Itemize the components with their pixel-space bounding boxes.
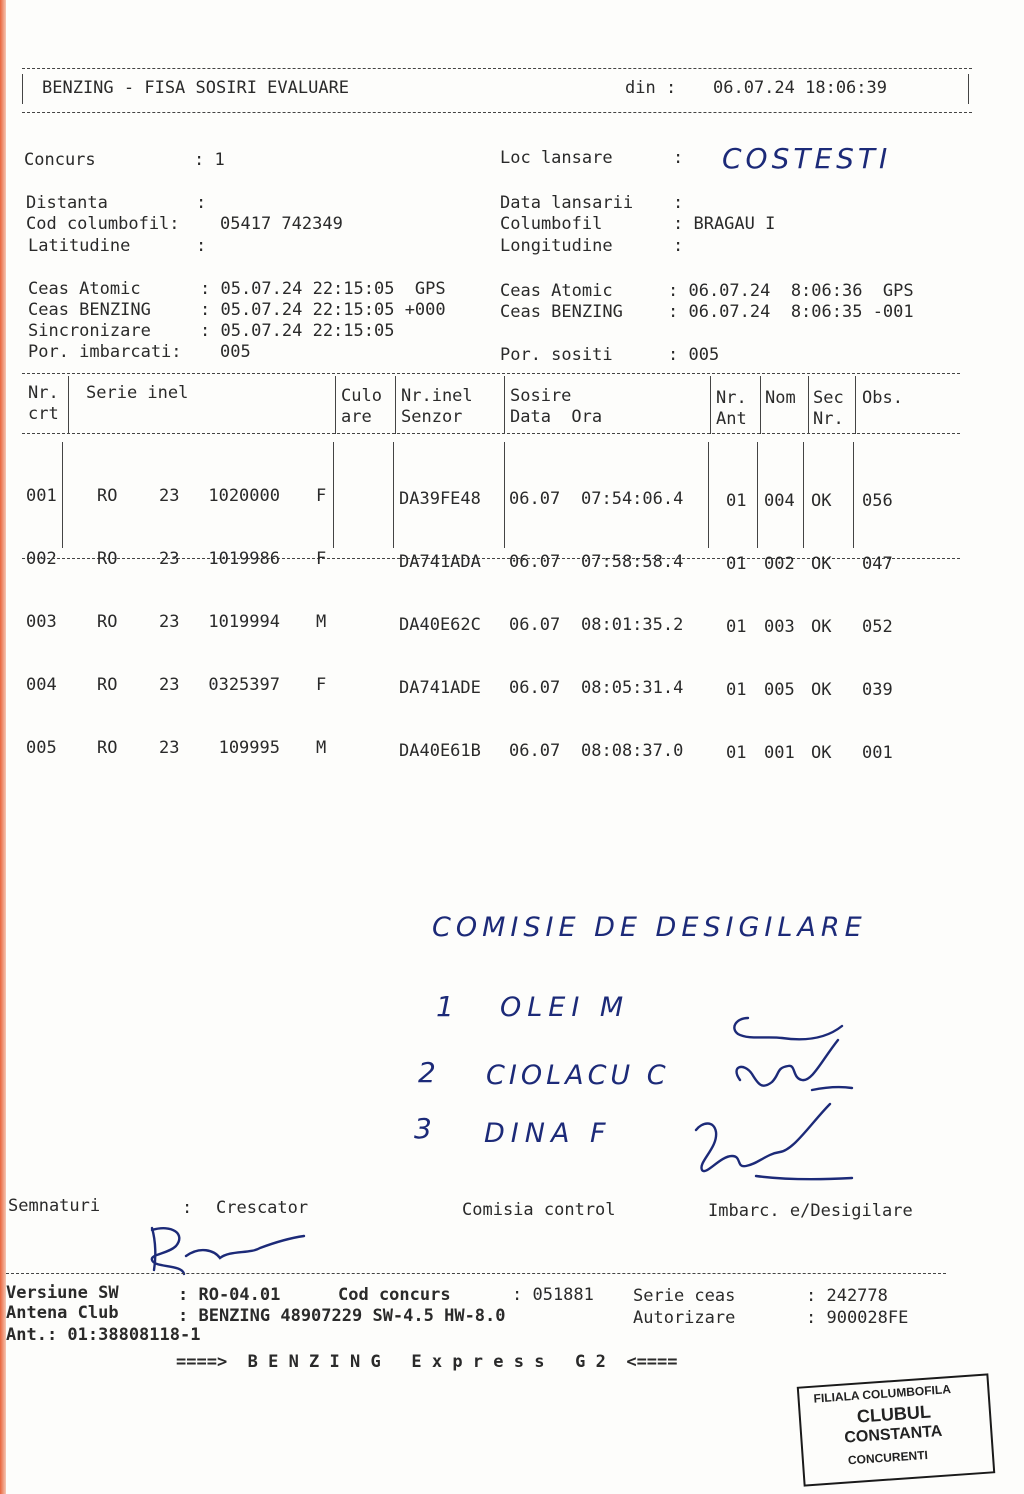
serie-ceas-value: : 242778 xyxy=(806,1286,888,1306)
cell-sec: OK xyxy=(811,743,832,763)
cell-ora: 07:54:06.4 xyxy=(581,489,684,509)
cell-ora: 08:08:37.0 xyxy=(581,741,684,761)
handwritten-commission-title: COMISIE DE DESIGILARE xyxy=(432,912,867,943)
semnaturi-label: Semnaturi xyxy=(8,1196,101,1216)
cell-sec: OK xyxy=(811,617,832,637)
handwritten-member-name: CIOLACU C xyxy=(486,1060,670,1091)
cell-data: 06.07 xyxy=(509,741,561,761)
cell-inel: 0325397 xyxy=(208,675,280,695)
th-nom: Nom xyxy=(765,388,796,408)
cell-an: 23 xyxy=(159,486,180,506)
porumbei-imbarcati-value: 005 xyxy=(220,342,251,362)
porumbei-sositi-label: Por. sositi xyxy=(500,345,613,365)
cell-tara: RO xyxy=(97,675,118,695)
cell-an: 23 xyxy=(159,549,180,569)
autorizare-value: : 900028FE xyxy=(806,1308,909,1328)
cell-obs: 056 xyxy=(862,491,893,511)
ceas-benzing-2-value: : 06.07.24 8:06:35 -001 xyxy=(668,302,914,322)
comisia-control-label: Comisia control xyxy=(462,1200,616,1220)
versiune-sw-label: Versiune SW xyxy=(6,1283,119,1303)
cell-sec: OK xyxy=(811,554,832,574)
ceas-benzing-2-label: Ceas BENZING xyxy=(500,302,623,322)
cell-data: 06.07 xyxy=(509,615,561,635)
crescator-label: Crescator xyxy=(216,1198,309,1218)
stamp-line: FILIALA COLUMBOFILA xyxy=(813,1382,952,1406)
cell-ant: 01 xyxy=(726,554,747,574)
cell-senzor: DA40E61B xyxy=(399,741,481,761)
cod-columbofil-value: 05417 742349 xyxy=(220,214,343,234)
cod-concurs-value: : 051881 xyxy=(512,1285,594,1305)
benzing-express-brand: ====> B E N Z I N G E x p r e s s G 2 <==== xyxy=(176,1352,678,1372)
stamp-line: CLUBUL xyxy=(856,1401,932,1427)
cell-nr: 001 xyxy=(26,486,57,506)
cell-sex: M xyxy=(316,738,327,758)
footer-top-border xyxy=(6,1273,946,1274)
cell-an: 23 xyxy=(159,612,180,632)
cell-obs: 001 xyxy=(862,743,893,763)
cell-inel: 1019986 xyxy=(208,549,280,569)
imbarcare-desigilare-label: Imbarc. e/Desigilare xyxy=(708,1201,913,1221)
cell-ant: 01 xyxy=(726,743,747,763)
semnaturi-sep: : xyxy=(182,1198,193,1218)
cell-nom: 001 xyxy=(764,743,795,763)
longitudine-label: Longitudine xyxy=(500,236,613,256)
concurs-value: : 1 xyxy=(194,150,225,170)
club-stamp xyxy=(797,1373,996,1486)
th-nr-crt-2: crt xyxy=(28,404,59,424)
loc-lansare-label: Loc lansare xyxy=(500,148,613,168)
cell-senzor: DA741ADA xyxy=(399,552,481,572)
th-nr-inel-senzor: Nr.inel xyxy=(401,386,473,406)
cell-ant: 01 xyxy=(726,491,747,511)
ceas-atomic-2-value: : 06.07.24 8:06:36 GPS xyxy=(668,281,914,301)
handwritten-member-name: DINA F xyxy=(484,1118,612,1149)
stamp-line: CONSTANTA xyxy=(843,1422,943,1447)
cell-senzor: DA40E62C xyxy=(399,615,481,635)
page-title: BENZING - FISA SOSIRI EVALUARE xyxy=(42,78,350,98)
ceas-atomic-label: Ceas Atomic xyxy=(28,279,141,299)
cell-obs: 052 xyxy=(862,617,893,637)
data-lansarii-label: Data lansarii xyxy=(500,193,634,213)
cell-sec: OK xyxy=(811,491,832,511)
stamp-line: CONCURENTI xyxy=(847,1447,929,1468)
cell-nom: 002 xyxy=(764,554,795,574)
porumbei-imbarcati-label: Por. imbarcati: xyxy=(28,342,182,362)
th-culoare: Culo xyxy=(341,386,382,406)
antena-id: Ant.: 01:38808118-1 xyxy=(6,1325,201,1345)
date-label: din : xyxy=(625,78,677,98)
cell-obs: 039 xyxy=(862,680,893,700)
cell-ant: 01 xyxy=(726,617,747,637)
longitudine-value: : xyxy=(673,236,684,256)
cell-ora: 08:05:31.4 xyxy=(581,678,684,698)
handwritten-member-number: 1 xyxy=(436,990,454,1023)
cell-sec: OK xyxy=(811,680,832,700)
latitudine-value: : xyxy=(196,236,207,256)
cell-sex: M xyxy=(316,612,327,632)
cell-inel: 109995 xyxy=(218,738,280,758)
ceas-benzing-label: Ceas BENZING xyxy=(28,300,151,320)
th-nr-crt: Nr. xyxy=(28,383,59,403)
cell-nr: 004 xyxy=(26,675,57,695)
cell-tara: RO xyxy=(97,486,118,506)
th-sosire-2: Data Ora xyxy=(510,407,603,427)
antena-club-label: Antena Club xyxy=(6,1303,119,1323)
data-lansarii-value: : xyxy=(673,193,684,213)
th-serie-inel: Serie inel xyxy=(86,383,189,403)
cell-nom: 004 xyxy=(764,491,795,511)
cell-data: 06.07 xyxy=(509,489,561,509)
cell-ora: 08:01:35.2 xyxy=(581,615,684,635)
cell-sex: F xyxy=(316,675,327,695)
cell-tara: RO xyxy=(97,738,118,758)
cell-tara: RO xyxy=(97,612,118,632)
columbofil-label: Columbofil xyxy=(500,214,603,234)
distanta-value: : xyxy=(196,193,207,213)
cell-nr: 003 xyxy=(26,612,57,632)
cell-ant: 01 xyxy=(726,680,747,700)
ceas-atomic-value: : 05.07.24 22:15:05 GPS xyxy=(200,279,446,299)
cell-nom: 005 xyxy=(764,680,795,700)
cell-inel: 1019994 xyxy=(208,612,280,632)
th-sosire: Sosire xyxy=(510,386,572,406)
distanta-label: Distanta xyxy=(26,193,108,213)
cell-ora: 07:58:58.4 xyxy=(581,552,684,572)
cod-concurs-label: Cod concurs xyxy=(338,1285,451,1305)
ceas-benzing-value: : 05.07.24 22:15:05 +000 xyxy=(200,300,446,320)
th-obs: Obs. xyxy=(862,388,903,408)
sincronizare-label: Sincronizare xyxy=(28,321,151,341)
th-sec-2: Nr. xyxy=(813,409,844,429)
cell-an: 23 xyxy=(159,675,180,695)
autorizare-label: Autorizare xyxy=(633,1308,736,1328)
cell-data: 06.07 xyxy=(509,678,561,698)
ceas-atomic-2-label: Ceas Atomic xyxy=(500,281,613,301)
cell-senzor: DA741ADE xyxy=(399,678,481,698)
print-datetime: 06.07.24 18:06:39 xyxy=(713,78,887,98)
th-nr-ant-2: Ant xyxy=(716,409,747,429)
cell-data: 06.07 xyxy=(509,552,561,572)
concurs-label: Concurs xyxy=(24,150,96,170)
th-culoare-2: are xyxy=(341,407,372,427)
cell-nr: 005 xyxy=(26,738,57,758)
porumbei-sositi-value: : 005 xyxy=(668,345,720,365)
cell-nr: 002 xyxy=(26,549,57,569)
cell-obs: 047 xyxy=(862,554,893,574)
th-sec: Sec xyxy=(813,388,844,408)
cell-sex: F xyxy=(316,549,327,569)
cell-tara: RO xyxy=(97,549,118,569)
handwritten-member-name: OLEI M xyxy=(500,992,630,1023)
cell-an: 23 xyxy=(159,738,180,758)
loc-lansare-sep: : xyxy=(673,148,684,168)
handwritten-member-number: 2 xyxy=(418,1056,436,1089)
cell-inel: 1020000 xyxy=(208,486,280,506)
th-nr-inel-senzor-2: Senzor xyxy=(401,407,463,427)
handwritten-member-number: 3 xyxy=(414,1112,432,1145)
cell-senzor: DA39FE48 xyxy=(399,489,481,509)
sincronizare-value: : 05.07.24 22:15:05 xyxy=(200,321,395,341)
cell-sex: F xyxy=(316,486,327,506)
versiune-sw-value: : RO-04.01 xyxy=(178,1285,281,1305)
serie-ceas-label: Serie ceas xyxy=(633,1286,736,1306)
loc-lansare-handwritten: COSTESTI xyxy=(722,142,892,175)
latitudine-label: Latitudine xyxy=(28,236,131,256)
cell-nom: 003 xyxy=(764,617,795,637)
antena-club-value: : BENZING 48907229 SW-4.5 HW-8.0 xyxy=(178,1306,506,1326)
th-nr-ant: Nr. xyxy=(716,388,747,408)
cod-columbofil-label: Cod columbofil: xyxy=(26,214,180,234)
columbofil-value: : BRAGAU I xyxy=(673,214,776,234)
